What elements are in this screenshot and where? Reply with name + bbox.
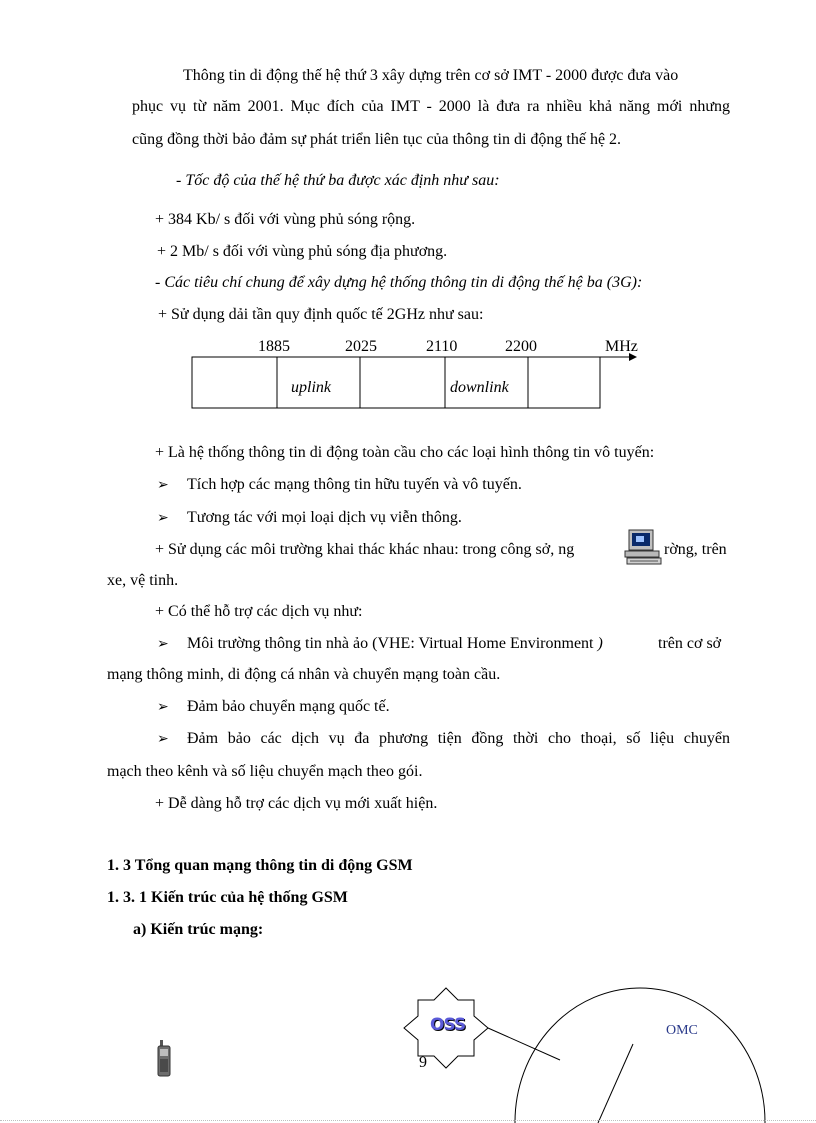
computer-icon [623, 528, 663, 566]
freq-tick-2110: 2110 [426, 338, 458, 355]
arrow-bullet-icon: ➢ [157, 477, 169, 493]
omc-divider [598, 1044, 633, 1123]
bullet-item-2: ➢ Tương tác với mọi loại dịch vụ viễn thông. [157, 509, 462, 526]
oss-connector [488, 1028, 560, 1060]
oss-label: OSS [430, 1015, 466, 1035]
bullet-item-3-line-2: mạng thông minh, di động cá nhân và chuyển mạng toàn cầu. [107, 666, 501, 683]
bullet-item-3: ➢ Môi trường thông tin nhà ảo (VHE: Virtual Home Environment ) [157, 635, 603, 652]
arrow-bullet-icon: ➢ [157, 636, 169, 652]
heading-1-3-1: 1. 3. 1 Kiến trúc của hệ thống GSM [107, 889, 348, 906]
freq-tick-1885: 1885 [258, 338, 290, 355]
global-system-line: + Là hệ thống thông tin di động toàn cầu cho các loại hình thông tin vô tuyến: [155, 444, 655, 461]
speed-heading: - Tốc độ của thế hệ thứ ba được xác định như sau: [176, 172, 500, 189]
heading-a: a) Kiến trúc mạng: [133, 921, 264, 938]
arrow-bullet-icon: ➢ [157, 699, 169, 715]
bullet-item-5: ➢ Đảm bảo các dịch vụ đa phương tiện đồng thời cho thoại, số liệu chuyển [157, 730, 730, 747]
env-line-1-end: rờng, trên [664, 541, 727, 558]
downlink-label: downlink [450, 379, 509, 396]
arrow-bullet-icon: ➢ [157, 510, 169, 526]
page-number: 9 [419, 1054, 427, 1071]
mobile-phone-icon [157, 1040, 171, 1078]
bullet-item-4: ➢ Đảm bảo chuyển mạng quốc tế. [157, 698, 390, 715]
speed-item-2: + 2 Mb/ s đối với vùng phủ sóng địa phương. [157, 243, 448, 260]
band-box [192, 357, 600, 408]
criteria-item-1: + Sử dụng dải tần quy định quốc tế 2GHz như sau: [158, 306, 484, 323]
new-services-line: + Dễ dàng hỗ trợ các dịch vụ mới xuất hiện. [155, 795, 438, 812]
speed-item-1: + 384 Kb/ s đối với vùng phủ sóng rộng. [155, 211, 416, 228]
uplink-label: uplink [291, 379, 331, 396]
arrow-bullet-icon: ➢ [157, 731, 169, 747]
criteria-heading: - Các tiêu chí chung để xây dựng hệ thống thông tin di động thế hệ ba (3G): [155, 274, 643, 291]
gsm-architecture-diagram [0, 960, 816, 1123]
bullet-item-5-line-2: mạch theo kênh và số liệu chuyển mạch theo gói. [107, 763, 423, 780]
bullet-item-1: ➢ Tích hợp các mạng thông tin hữu tuyến và vô tuyến. [157, 476, 522, 493]
intro-line-3: cũng đồng thời bảo đảm sự phát triển liên tục của thông tin di động thế hệ 2. [132, 131, 622, 148]
freq-unit: MHz [605, 338, 638, 355]
bullet-item-3-end: trên cơ sở [658, 635, 722, 652]
arrow-head [629, 353, 637, 361]
intro-line-2: phục vụ từ năm 2001. Mục đích của IMT - 2000 là đưa ra nhiều khả năng mới nhưng [132, 98, 730, 115]
frequency-band-grid [0, 0, 816, 420]
env-line-2: xe, vệ tinh. [107, 572, 179, 589]
page-edge-divider [0, 1120, 816, 1121]
env-line-1: + Sử dụng các môi trường khai thác khác nhau: trong công sở, ng [155, 541, 575, 558]
heading-1-3: 1. 3 Tổng quan mạng thông tin di động GSM [107, 857, 413, 874]
freq-tick-2025: 2025 [345, 338, 377, 355]
support-line: + Có thể hỗ trợ các dịch vụ như: [155, 603, 363, 620]
freq-tick-2200: 2200 [505, 338, 537, 355]
intro-line-1: Thông tin di động thế hệ thứ 3 xây dựng trên cơ sở IMT - 2000 được đưa vào [183, 67, 679, 84]
omc-label: OMC [666, 1023, 698, 1038]
omc-circle [515, 988, 765, 1123]
